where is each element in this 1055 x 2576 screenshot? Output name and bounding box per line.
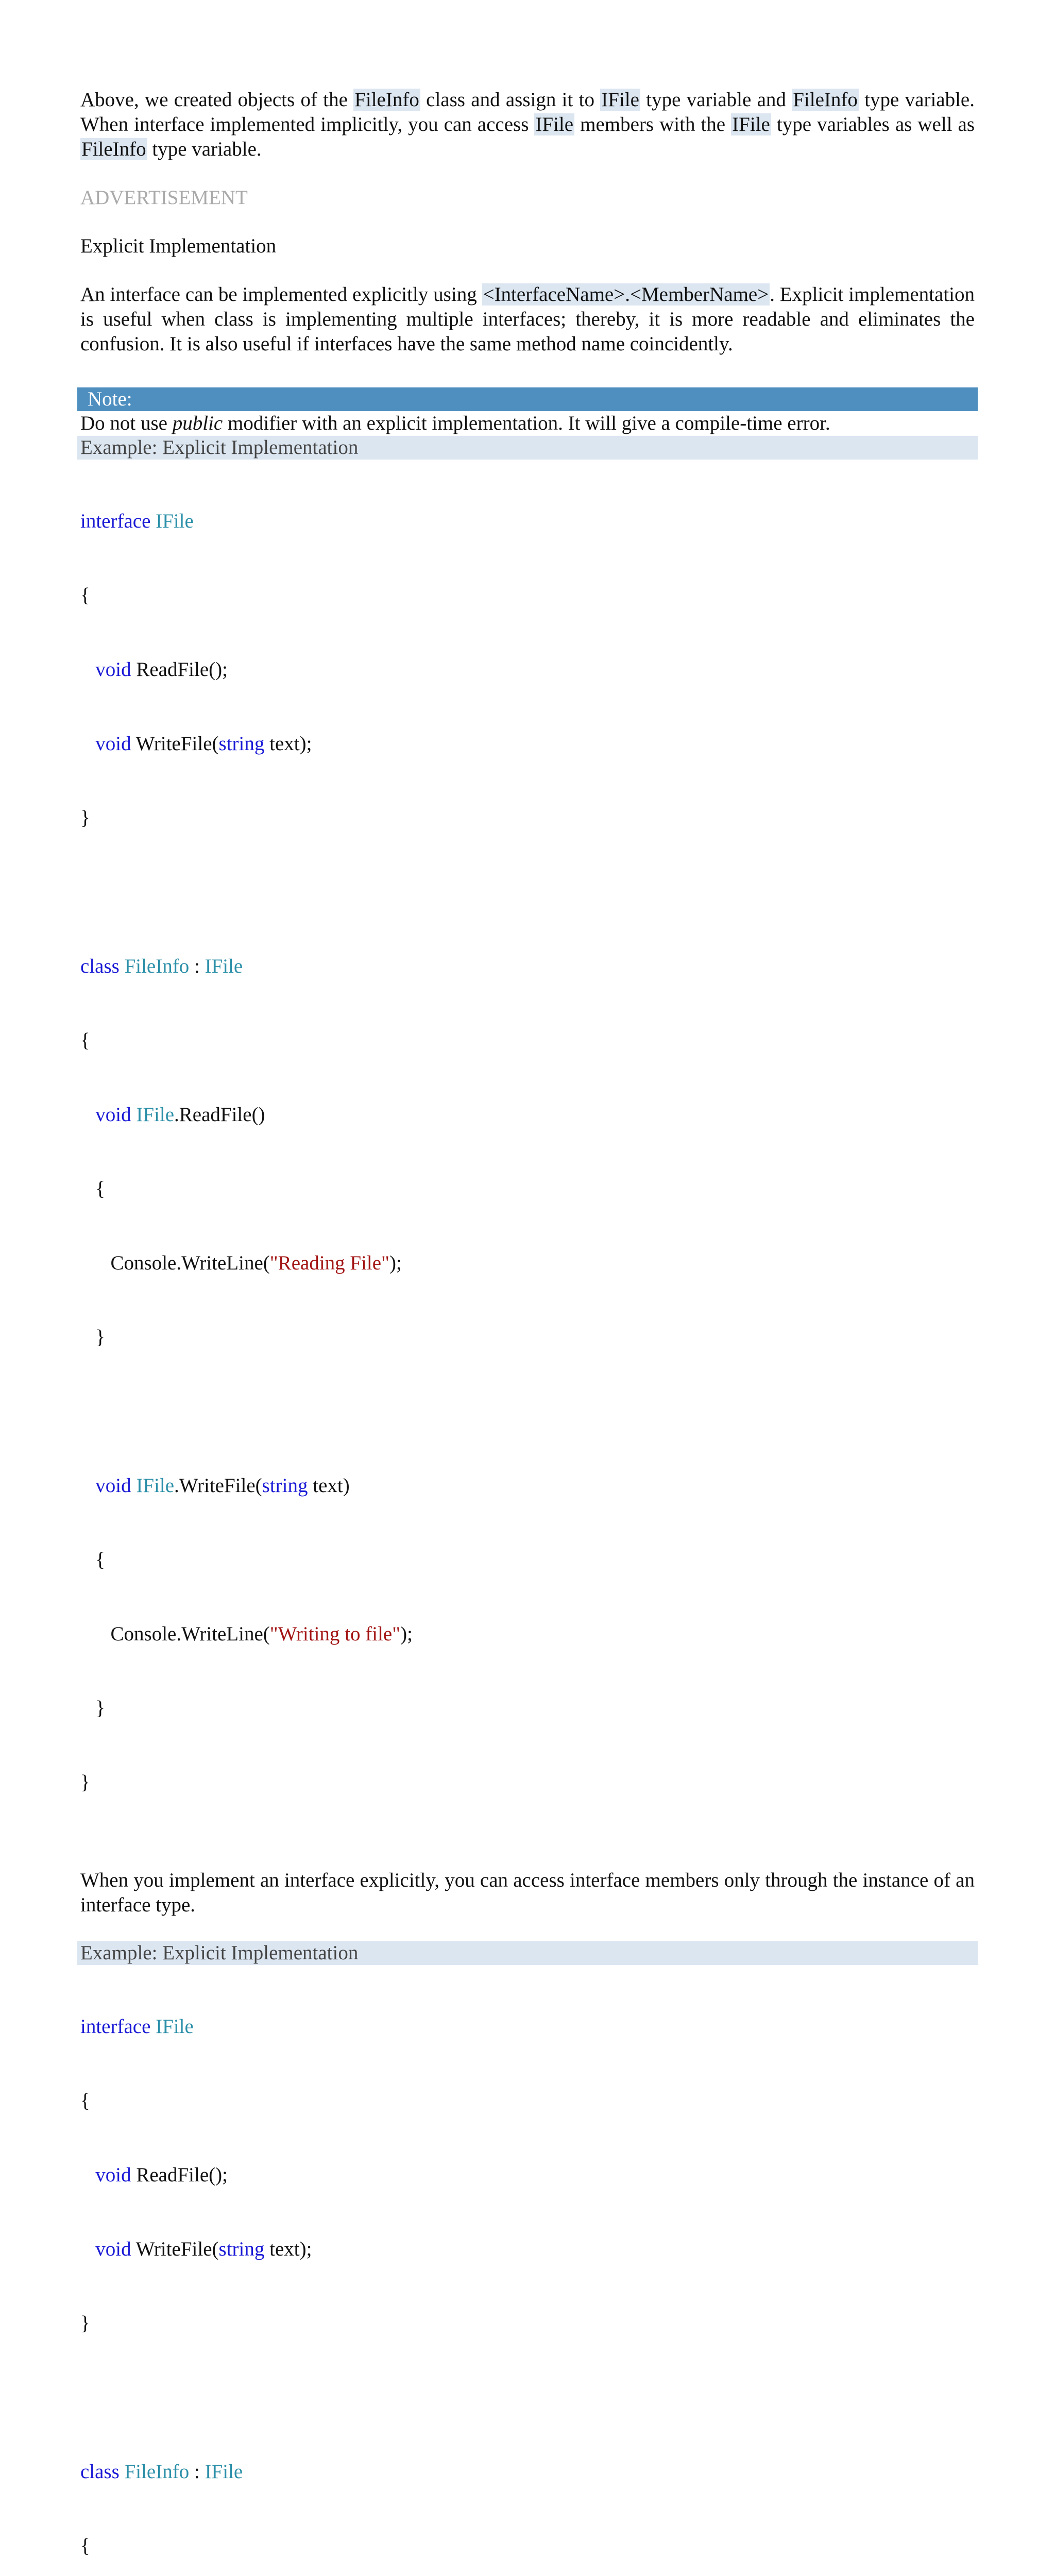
code-text: ReadFile(); (131, 658, 228, 681)
code-highlight: FileInfo (81, 138, 146, 160)
emphasis: public (172, 412, 223, 434)
code-line (80, 2385, 975, 2410)
code-text: .WriteFile( (174, 1475, 262, 1497)
brace: } (80, 1771, 90, 1793)
code-highlight: IFile (601, 89, 639, 111)
code-text: ); (389, 1252, 402, 1274)
text: type variables as well as (771, 113, 975, 135)
intro-paragraph (80, 88, 975, 162)
text: type variable. (147, 138, 262, 160)
code-line (80, 1696, 975, 1721)
code-line (80, 509, 975, 534)
code-text: : (189, 955, 205, 977)
code-text: Console.WriteLine( (110, 1623, 270, 1645)
type-name: IFile (205, 955, 243, 977)
note-title: Note: (77, 387, 978, 411)
text: members with the (574, 113, 731, 135)
keyword: void (95, 1104, 131, 1126)
code-line (80, 1770, 975, 1795)
example-label: Example: Explicit Implementation (77, 1941, 978, 1965)
type-name: IFile (136, 1475, 175, 1497)
keyword: class (80, 2461, 120, 2483)
section-heading: Explicit Implementation (80, 235, 277, 257)
code-block (80, 460, 975, 1844)
brace: } (80, 807, 90, 829)
string-literal: "Reading File" (269, 1252, 389, 1274)
brace: } (95, 1697, 105, 1719)
code-line (80, 1473, 975, 1498)
code-text: ); (400, 1623, 413, 1645)
code-highlight: FileInfo (354, 89, 419, 111)
code-highlight: IFile (732, 113, 770, 135)
code-line (80, 583, 975, 608)
code-line (80, 880, 975, 905)
explicit-paragraph (80, 282, 975, 357)
code-line (80, 1251, 975, 1276)
keyword: void (95, 2164, 131, 2186)
text: Do not use (80, 412, 173, 434)
code-line (80, 954, 975, 979)
code-highlight: FileInfo (793, 89, 858, 111)
type-name: FileInfo (124, 955, 190, 977)
keyword: class (80, 955, 120, 977)
code-text: Console.WriteLine( (110, 1252, 270, 1274)
keyword: interface (80, 2015, 151, 2038)
brace: { (80, 584, 90, 606)
text: An interface can be implemented explicitly using (80, 283, 482, 306)
keyword: void (95, 1475, 131, 1497)
keyword: interface (80, 510, 151, 532)
code-text: .ReadFile() (174, 1104, 265, 1126)
keyword: void (95, 2238, 131, 2260)
code-text: text); (264, 733, 312, 755)
code-line (80, 1103, 975, 1127)
code-line (80, 657, 975, 682)
code-block (80, 1965, 975, 2576)
code-line (80, 1325, 975, 1350)
keyword: string (262, 1475, 308, 1497)
brace: { (80, 1029, 90, 1052)
code-line (80, 2163, 975, 2188)
keyword: string (218, 733, 265, 755)
brace: { (80, 2535, 90, 2557)
brace: } (80, 2312, 90, 2334)
code-line (80, 2014, 975, 2039)
code-text: WriteFile( (131, 2238, 219, 2260)
type-name: IFile (205, 2461, 243, 2483)
code-line (80, 1622, 975, 1647)
string-literal: "Writing to file" (269, 1623, 401, 1645)
brace: { (95, 1178, 105, 1200)
code-line (80, 1028, 975, 1053)
example-label: Example: Explicit Implementation (77, 436, 978, 460)
code-line (80, 1177, 975, 1201)
text: class and assign it to (420, 89, 601, 111)
code-highlight: IFile (535, 113, 574, 135)
code-line (80, 2460, 975, 2484)
text: type variable and (640, 89, 792, 111)
code-line (80, 2237, 975, 2262)
type-name: FileInfo (124, 2461, 190, 2483)
text: modifier with an explicit implementation. It will give a compile-time error. (223, 412, 830, 434)
code-line (80, 806, 975, 831)
type-name: IFile (136, 1104, 175, 1126)
code-text: WriteFile( (131, 733, 219, 755)
code-line (80, 2311, 975, 2336)
brace: { (80, 2090, 90, 2112)
brace: { (95, 1549, 105, 1571)
keyword: void (95, 733, 131, 755)
code-text: text) (308, 1475, 350, 1497)
code-text: text); (264, 2238, 312, 2260)
text: type variable. When interface implemented implicitly, you can access (80, 89, 975, 135)
keyword: void (95, 658, 131, 681)
advertisement-label: ADVERTISEMENT (80, 187, 248, 209)
code-line (80, 2089, 975, 2113)
explicit-access-paragraph: When you implement an interface explicitly, you can access interface members only through the instance of an interface type. (80, 1869, 975, 1916)
brace: } (95, 1326, 105, 1348)
code-line (80, 732, 975, 756)
code-line (80, 1399, 975, 1424)
code-line (80, 1548, 975, 1572)
keyword: string (218, 2238, 265, 2260)
code-line (80, 2534, 975, 2558)
type-name: IFile (156, 510, 194, 532)
text: Above, we created objects of the (80, 89, 354, 111)
type-name: IFile (156, 2015, 194, 2038)
text: . Explicit implementation is useful when class is implementing multiple interfaces; thereby, it is more readable and eliminates the confusion. It is also useful if interfaces have the same method name coincidently. (80, 283, 975, 355)
document-page (80, 88, 975, 2576)
code-highlight: <InterfaceName>.<MemberName> (483, 283, 769, 306)
code-text: ReadFile(); (131, 2164, 228, 2186)
note-text (80, 411, 975, 436)
code-text: : (189, 2461, 205, 2483)
